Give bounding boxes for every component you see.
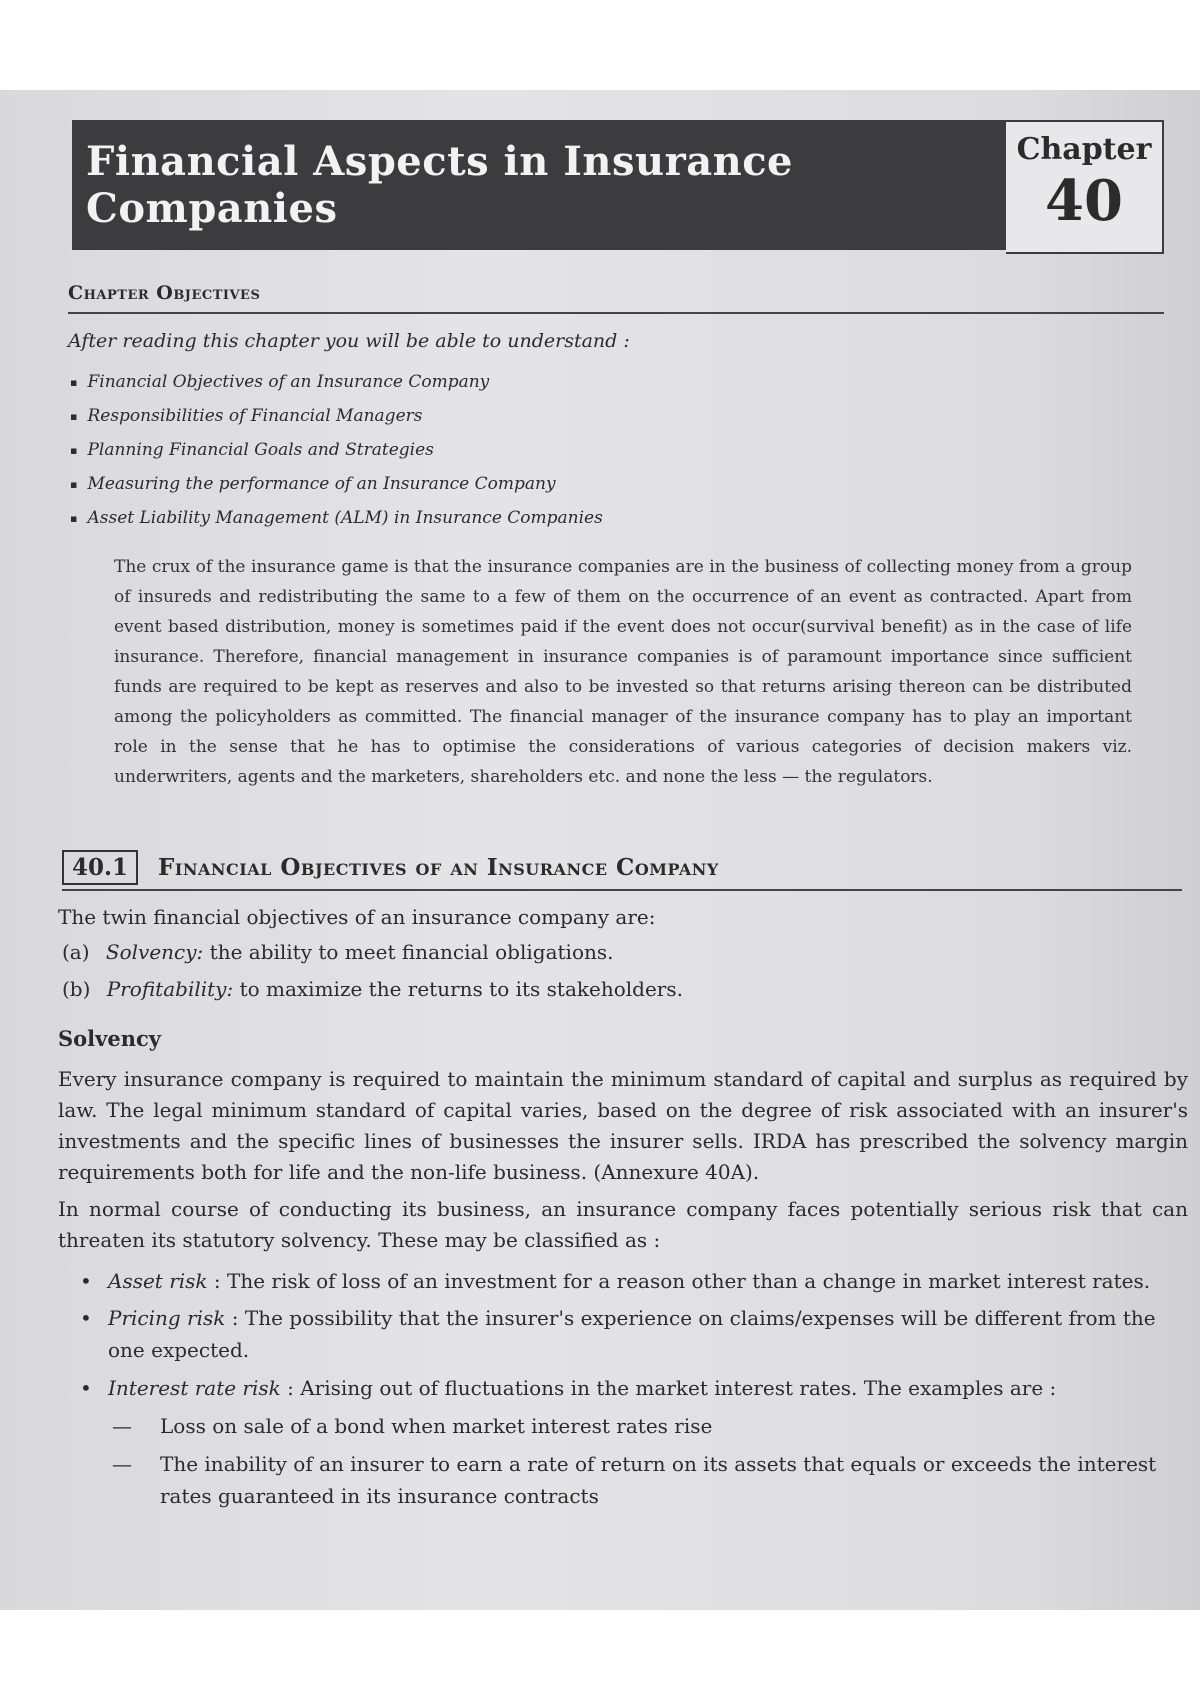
risk-text: : Arising out of fluctuations in the market interest rates. The examples are : [280,1376,1057,1400]
bullet-glyph: • [80,1306,92,1330]
section-number: 40.1 [62,850,138,885]
objective-term: Solvency: [105,940,204,964]
chapter-number-box [1006,120,1164,254]
risk-item-interest-rate [80,1372,1180,1404]
risk-item-asset [80,1265,1180,1297]
dash-glyph: — [112,1452,132,1476]
bullet-glyph: • [80,1269,92,1293]
risk-term: Asset risk [108,1269,208,1293]
chapter-title: Financial Aspects in Insurance Companies [86,138,793,232]
objective-item: ▪ Measuring the performance of an Insurance Company [70,467,603,501]
intro-paragraph: The crux of the insurance game is that the insurance companies are in the business of collecting money from a group of insureds and redistributing the same to a few of them on the occurrence of an event as contracted. Apart from event based distribution, money is sometimes paid if the event does not occur(survival benefit) as in the case of life insurance. Therefore, financial management in insurance companies is of paramount importance since sufficient funds are required to be kept as reserves and also to be invested so that returns arising thereon can be distributed among the policyholders as committed. The financial manager of the insurance company has to play an important role in the sense that he has to optimise the considerations of various categories of decision makers viz. underwriters, agents and the marketers, shareholders etc. and none the less — the regulators. [114,557,1132,787]
objectives-heading: Chapter Objectives [68,282,1164,314]
risk-term: Pricing risk [108,1306,226,1330]
chapter-title-bar [72,120,1006,250]
risk-item-pricing [80,1302,1180,1366]
example-item [112,1448,1187,1512]
section-title: Financial Objectives of an Insurance Company [158,853,719,881]
section-lead: The twin financial objectives of an insurance company are: [58,905,656,929]
solvency-paragraph-1: Every insurance company is required to maintain the minimum standard of capital and surplus as required by law. The legal minimum standard of capital varies, based on the degree of risk associated with an insurer's investments and the specific lines of businesses the insurer sells. IRDA has prescribed the solvency margin requirements both for life and the non-life business. (Annexure 40A). [58,1067,1188,1184]
risk-text: : The possibility that the insurer's experience on claims/expenses will be different from the one expected. [108,1306,1156,1362]
solvency-heading: Solvency [58,1026,161,1051]
objective-b [62,977,683,1001]
objective-text: the ability to meet financial obligations. [203,940,614,964]
objective-a [62,940,613,964]
objective-text: to maximize the returns to its stakeholders. [233,977,683,1001]
example-text: Loss on sale of a bond when market interest rates rise [160,1414,713,1438]
objective-term: Profitability: [106,977,234,1001]
objectives-intro: After reading this chapter you will be able to understand : [68,330,630,352]
section-heading [62,845,1182,891]
objective-item: ▪ Asset Liability Management (ALM) in Insurance Companies [70,501,603,535]
solvency-paragraph-2: In normal course of conducting its business, an insurance company faces potentially serious risk that can threaten its statutory solvency. These may be classified as : [58,1197,1188,1252]
chapter-label: Chapter [1016,132,1152,167]
objective-item: ▪ Responsibilities of Financial Managers [70,399,603,433]
dash-glyph: — [112,1414,132,1438]
chapter-number: 40 [1045,168,1123,234]
risk-term: Interest rate risk [108,1376,281,1400]
objectives-list [70,365,603,535]
objective-item: ▪ Planning Financial Goals and Strategies [70,433,603,467]
bullet-glyph: • [80,1376,92,1400]
objective-marker: (b) [62,977,91,1001]
objective-marker: (a) [62,940,90,964]
example-item [112,1410,1187,1442]
example-text: The inability of an insurer to earn a rate of return on its assets that equals or exceeds the interest rates guaranteed in its insurance contracts [160,1452,1157,1508]
risk-text: : The risk of loss of an investment for a reason other than a change in market interest rates. [207,1269,1151,1293]
objective-item: ▪ Financial Objectives of an Insurance Company [70,365,603,399]
